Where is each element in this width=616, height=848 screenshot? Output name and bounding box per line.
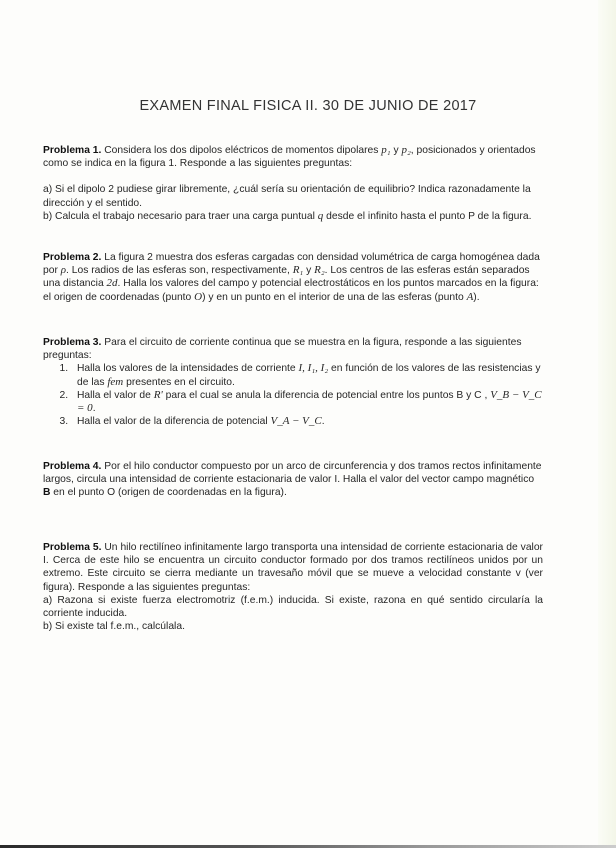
math-fem: fem [107,375,124,388]
math-2d: 2d [106,277,118,290]
math-currents: I, I₁, I₂ [298,362,329,375]
problem-4-label: Problema 4. [43,461,102,472]
problem-3-item-1: 1. Halla los valores de la intensidades de corriente I, I₁, I₂ en función de los valores de las resistencias y de las fem presentes en el circuito. [71,362,543,388]
problem-5-text: Problema 5. Un hilo rectilíneo infinitamente largo transporta una intensidad de corriente estacionaria de valor I. Cerca de este hilo se encuentra un circuito conductor formado por dos tramos rectilíneos unidos por un extremo. Este circuito se cierra mediante un travesaño móvil que se mueve a velocidad constante v (ver figura). Responde a las siguientes preguntas: [43,542,543,593]
problem-3 [43,336,543,428]
problem-2-label: Problema 2. [43,252,102,263]
math-r1: R₁ [292,264,304,277]
problem-1-question-b: b) Calcula el trabajo necesario para traer una carga puntual q desde el infinito hasta el punto P de la figura. [43,209,532,222]
problem-1 [43,144,543,223]
math-r-prime: R' [153,388,163,401]
math-q: q [317,209,324,222]
math-va-vc: V_A − V_C [270,415,322,428]
problem-5-label: Problema 5. [43,542,102,553]
math-b-vector: B [43,487,51,499]
problem-5-question-a: a) Razona si existe fuerza electromotriz (f.e.m.) inducida. Si existe, razona en qué sentido circularía la corriente inducida. [43,594,543,620]
problem-4 [43,460,543,500]
problem-4-text: Problema 4. Por el hilo conductor compuesto por un arco de circunferencia y dos tramos rectos infinitamente largos, circula una intensidad de corriente estacionaria de valor I. Halla el valor del vector campo magnético B en el punto O (origen de coordenadas en la figura). [43,461,542,499]
problem-3-list [43,362,543,428]
problem-1-intro: Problema 1. Considera los dos dipolos eléctricos de momentos dipolares p₁ y p₂, posicionados y orientados como se indica en la figura 1. Responde a las siguientes preguntas: [43,144,536,170]
problem-1-label: Problema 1. [43,145,102,156]
math-p1: p₁ [381,144,391,156]
math-vb-vc: V_B − V_C = 0 [77,388,542,415]
problem-2-text: Problema 2. La figura 2 muestra dos esferas cargadas con densidad volumétrica de carga homogénea dada por ρ. Los radios de las esferas son, respectivamente, R₁ y R₂. Los centros de las esferas están separados una distancia 2d. Halla los valores del campo y potencial electrostáticos en los puntos marcados en la figura: el origen de coordenadas (punto O) y en un punto en el interior de una de las esferas (punto A). [43,252,540,303]
problem-3-item-2: 2. Halla el valor de R' para el cual se anula la diferencia de potencial entre los puntos B y C , V_B − V_C = 0. [71,389,543,415]
problem-5 [43,541,543,633]
math-a: A [466,290,474,303]
scan-edge-shade [598,0,616,848]
problem-3-label: Problema 3. [43,337,102,348]
math-o: O [194,290,203,303]
math-rho: ρ [60,264,67,277]
exam-title: EXAMEN FINAL FISICA II. 30 DE JUNIO DE 2017 [139,98,477,114]
math-r2: R₂ [314,264,325,277]
problem-5-question-b: b) Si existe tal f.e.m., calcúlala. [43,621,185,633]
math-p2: p₂ [401,144,411,156]
problem-3-item-3: 3. Halla el valor de la diferencia de potencial V_A − V_C. [71,415,543,428]
problem-1-question-a: a) Si el dipolo 2 pudiese girar libremente, ¿cuál sería su orientación de equilibrio? Indica razonadamente la dirección y el sentido. [43,184,531,209]
problem-2 [43,251,543,304]
problem-3-intro: Problema 3. Para el circuito de corriente continua que se muestra en la figura, responde a las siguientes preguntas: [43,337,522,362]
